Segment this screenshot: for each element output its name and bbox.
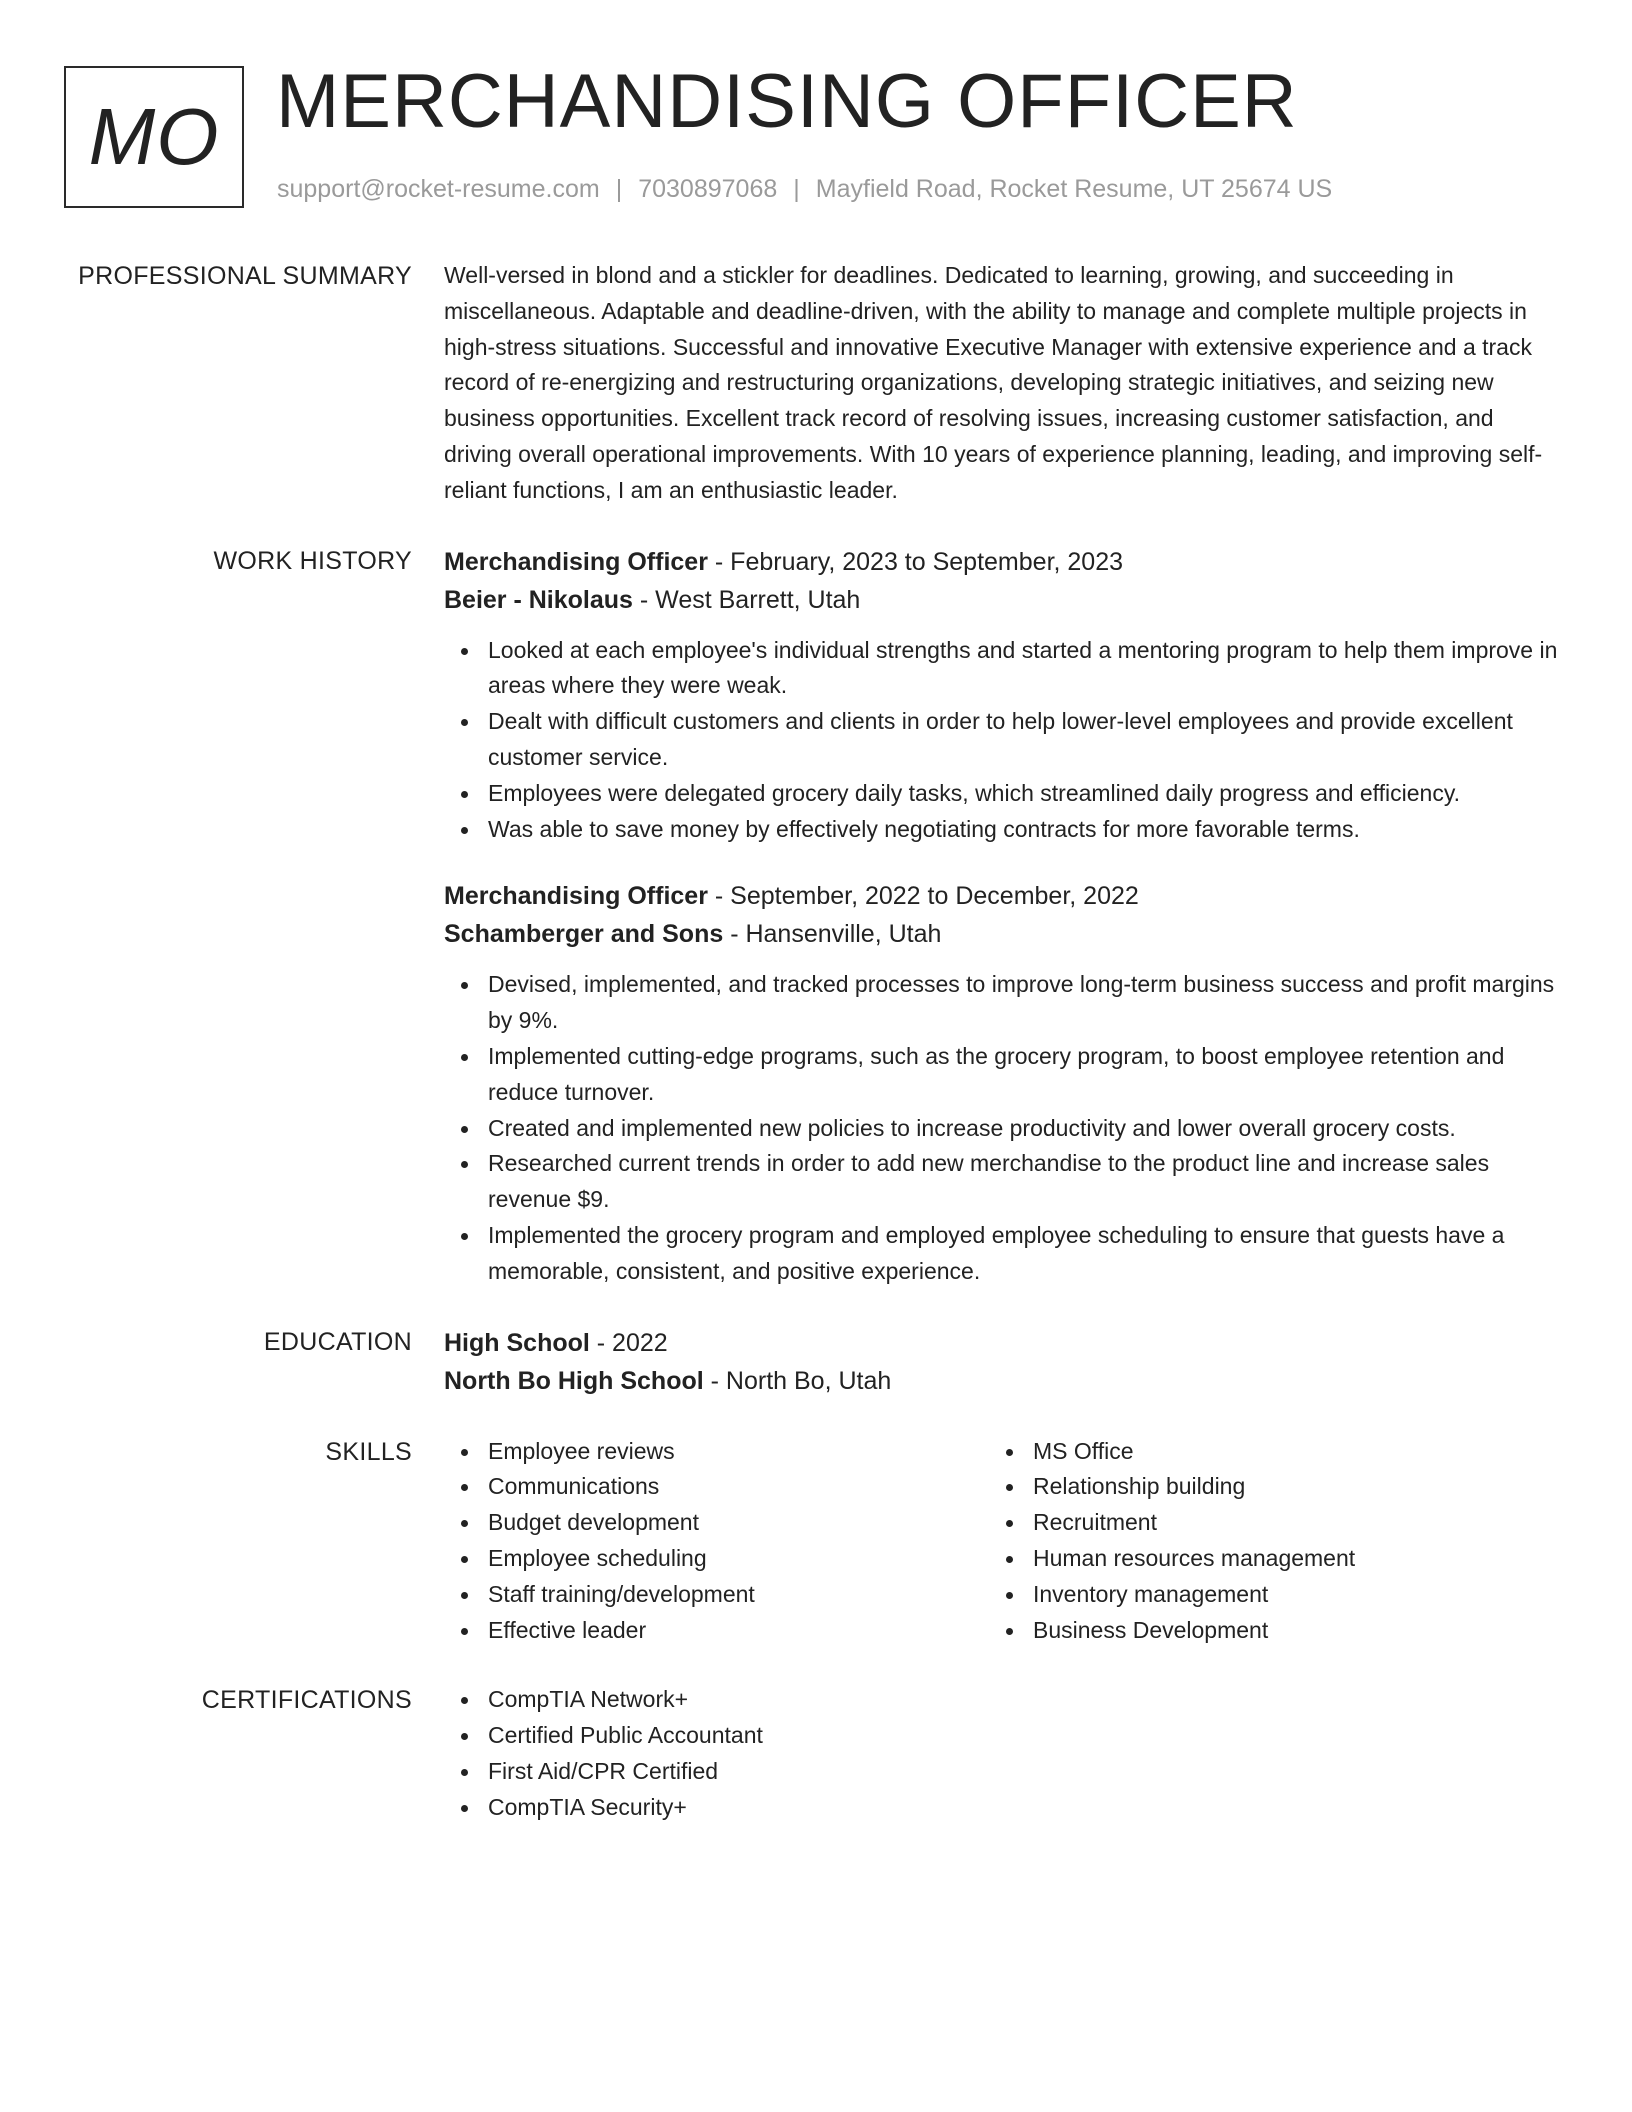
skill-item: Human resources management (989, 1541, 1534, 1577)
skill-item: Employee scheduling (444, 1541, 989, 1577)
skills-grid (444, 1434, 1560, 1649)
section-label-summary: PROFESSIONAL SUMMARY (78, 262, 412, 290)
job-location: - West Barrett, Utah (632, 585, 861, 614)
job-bullet: Created and implemented new policies to increase productivity and lower overall grocery costs. (444, 1111, 1560, 1147)
contact-separator: | (615, 175, 623, 203)
certifications-list (444, 1682, 1560, 1825)
job-bullet: Researched current trends in order to add new merchandise to the product line and increase sales revenue $9. (444, 1146, 1560, 1218)
job-company: Schamberger and Sons (444, 920, 724, 949)
contact-line (277, 175, 1332, 204)
page-title: MERCHANDISING OFFICER (276, 59, 1298, 144)
skills-column-right (989, 1434, 1534, 1649)
work-history-section (0, 543, 1632, 1290)
resume-content (0, 258, 1632, 1856)
skill-item: Effective leader (444, 1613, 989, 1649)
job-dates: - February, 2023 to September, 2023 (707, 547, 1124, 576)
skill-item: Recruitment (989, 1505, 1534, 1541)
job-bullet: Was able to save money by effectively negotiating contracts for more favorable terms. (444, 812, 1560, 848)
contact-separator: | (793, 175, 800, 203)
education-degree-line (444, 1324, 1560, 1362)
skill-item: Inventory management (989, 1577, 1534, 1613)
skill-item: Budget development (444, 1505, 989, 1541)
job-bullet: Implemented cutting-edge programs, such as the grocery program, to boost employee retention and reduce turnover. (444, 1039, 1560, 1111)
education-section (0, 1324, 1632, 1400)
certification-item: Certified Public Accountant (444, 1718, 1560, 1754)
contact-address: Mayfield Road, Rocket Resume, UT 25674 US (815, 175, 1333, 203)
skills-list (444, 1434, 989, 1649)
monogram-box (64, 66, 244, 208)
education-body (444, 1324, 1560, 1400)
job-location: - Hansenville, Utah (723, 920, 942, 949)
job-dates: - September, 2022 to December, 2022 (707, 882, 1139, 911)
job-title: Merchandising Officer (444, 882, 708, 911)
job-bullet: Employees were delegated grocery daily tasks, which streamlined daily progress and efficiency. (444, 776, 1560, 812)
education-school-line (444, 1362, 1560, 1400)
section-label-certifications: CERTIFICATIONS (201, 1686, 412, 1715)
certifications-section (0, 1682, 1632, 1825)
job-company-line (444, 581, 1560, 619)
job-bullets (444, 967, 1560, 1289)
job-title-line (444, 543, 1560, 581)
skills-section (0, 1434, 1632, 1649)
monogram-initials: MO (88, 92, 220, 181)
skill-item: Relationship building (989, 1469, 1534, 1505)
job-company: Beier - Nikolaus (444, 585, 633, 614)
contact-phone: 7030897068 (638, 175, 778, 203)
summary-text: Well-versed in blond and a stickler for deadlines. Dedicated to learning, growing, and succeeding in miscellaneous. Adaptable and deadline-driven, with the ability to manage and complete multiple projects in high-stress situations. Successful and innovative Executive Manager with extensive experience and a track record of re-energizing and restructuring organizations, developing strategic initiatives, and seizing new business opportunities. Excellent track record of resolving issues, increasing customer satisfaction, and driving overall operational improvements. With 10 years of experience planning, leading, and improving self-reliant functions, I am an enthusiastic leader. (444, 262, 1543, 503)
section-label-skills: SKILLS (325, 1437, 412, 1466)
education-school: North Bo High School (444, 1366, 704, 1395)
skill-item: Communications (444, 1469, 989, 1505)
job-title-line (444, 877, 1560, 915)
job-bullet: Implemented the grocery program and employed employee scheduling to ensure that guests have a memorable, consistent, and positive experience. (444, 1218, 1560, 1290)
skill-item: MS Office (989, 1434, 1534, 1470)
job-bullet: Devised, implemented, and tracked processes to improve long-term business success and profit margins by 9%. (444, 967, 1560, 1039)
job-entry (444, 543, 1560, 848)
certification-item: CompTIA Security+ (444, 1790, 1560, 1826)
job-company-line (444, 915, 1560, 953)
job-bullets (444, 633, 1560, 848)
certification-item: First Aid/CPR Certified (444, 1754, 1560, 1790)
education-degree: High School (444, 1328, 590, 1357)
skills-column-left (444, 1434, 989, 1649)
job-bullet: Dealt with difficult customers and clients in order to help lower-level employees and provide excellent customer service. (444, 704, 1560, 776)
education-location: - North Bo, Utah (703, 1366, 892, 1395)
job-title: Merchandising Officer (444, 547, 708, 576)
contact-email: support@rocket-resume.com (277, 175, 600, 203)
skill-item: Employee reviews (444, 1434, 989, 1470)
skill-item: Business Development (989, 1613, 1534, 1649)
job-entry (444, 877, 1560, 1289)
resume-header (0, 0, 1632, 240)
skill-item: Staff training/development (444, 1577, 989, 1613)
work-history-body (444, 543, 1560, 1290)
skills-body (444, 1434, 1560, 1649)
certifications-body (444, 1682, 1560, 1825)
section-label-work-history: WORK HISTORY (213, 546, 412, 575)
summary-section (0, 258, 1632, 509)
job-bullet: Looked at each employee's individual strengths and started a mentoring program to help them improve in areas where they were weak. (444, 633, 1560, 705)
skills-list (989, 1434, 1534, 1649)
section-label-education: EDUCATION (263, 1327, 412, 1356)
certification-item: CompTIA Network+ (444, 1682, 1560, 1718)
education-year: - 2022 (589, 1328, 668, 1357)
